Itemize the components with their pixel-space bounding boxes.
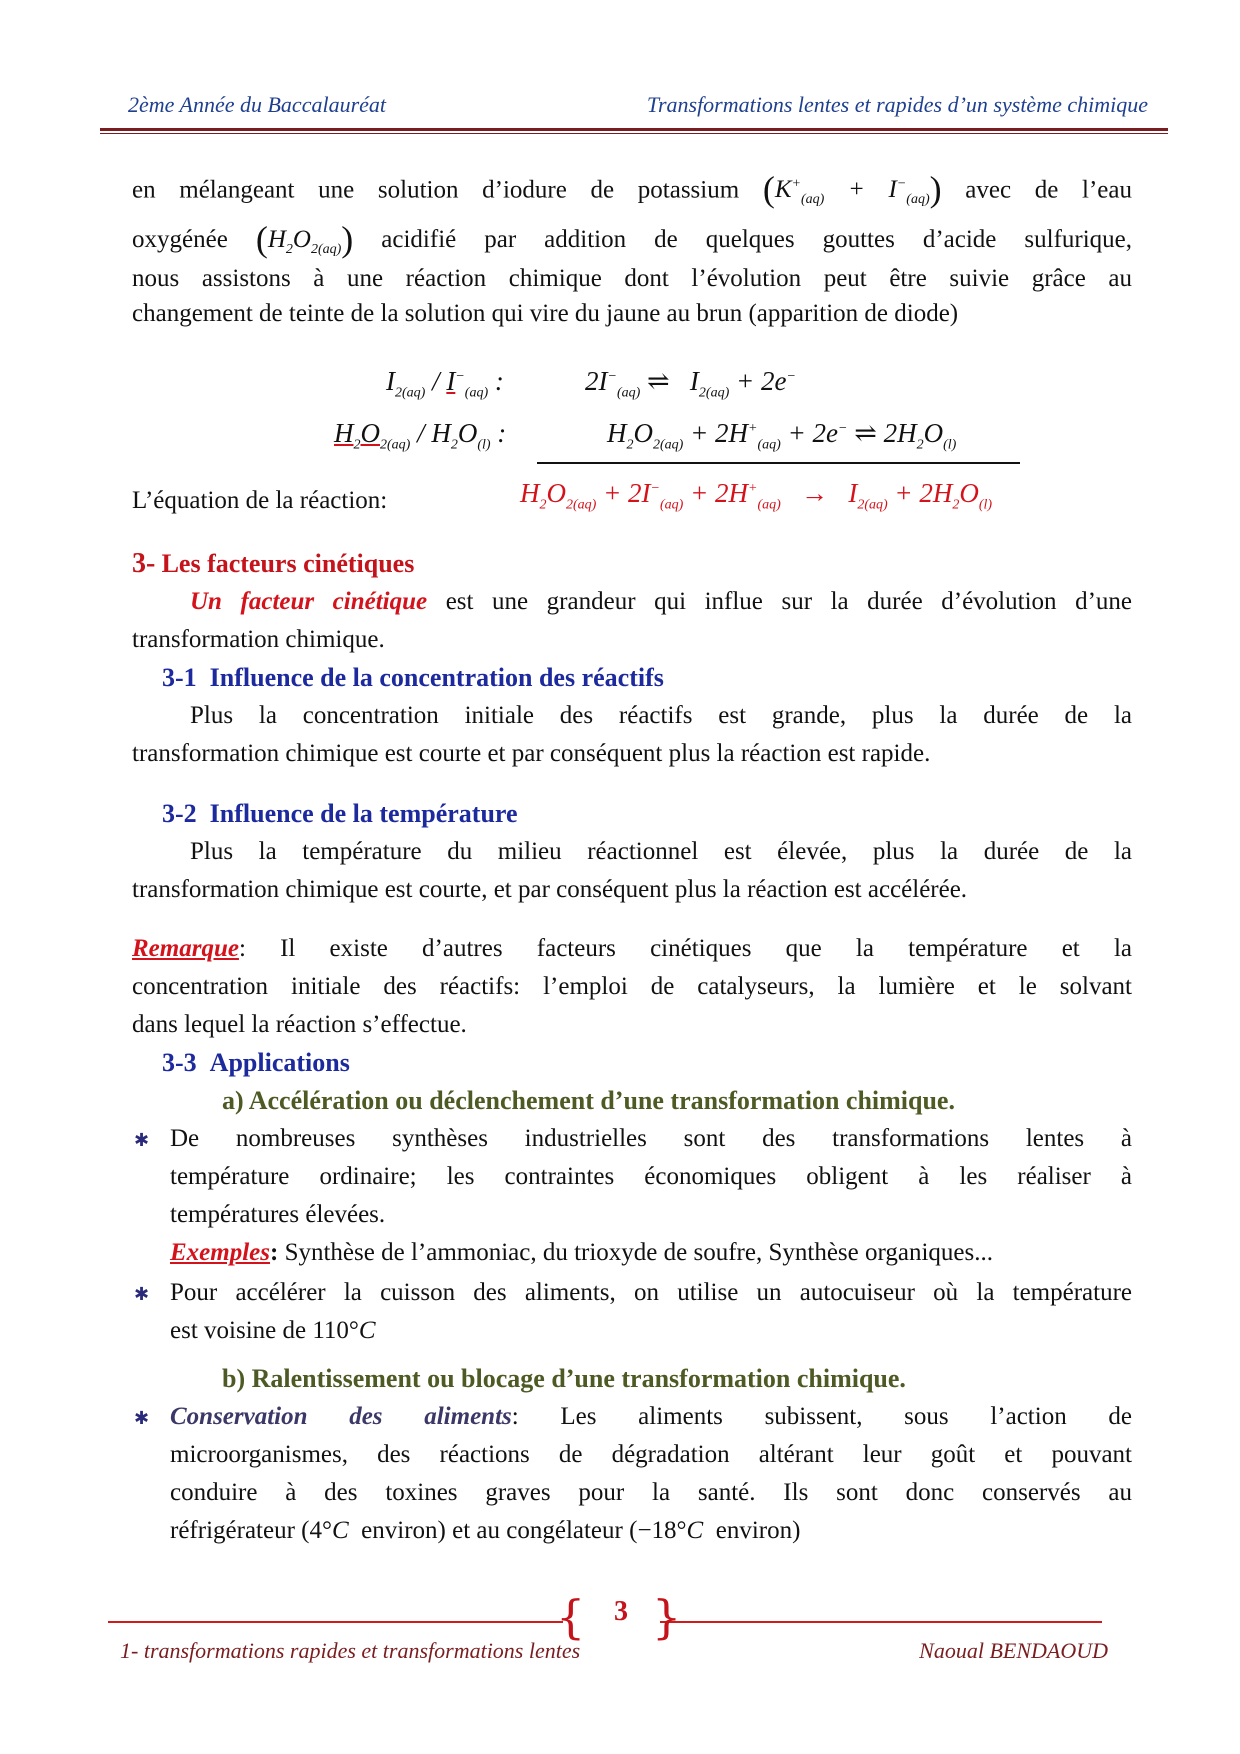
bullet1-line-1: De nombreuses synthèses industrielles sont des transformations lentes à — [170, 1125, 1132, 1152]
footer-rule-left — [108, 1621, 563, 1623]
footer-author: Naoual BENDAOUD — [919, 1638, 1108, 1663]
examples-label: Exemples — [170, 1239, 270, 1266]
page-number: 3 — [614, 1596, 628, 1627]
couple-peroxide: $H_2O_{2(aq)} / H_2O_{(l)}$ : — [334, 418, 507, 453]
half-equation-peroxide: $H_2O_{2(aq)} + 2H^+_{(aq)} + 2e^-$ ⇌ $2H_2O_{(l)}$ — [607, 418, 957, 453]
right-brace-icon: } — [652, 1590, 682, 1644]
section-3-1-heading: 3-1 Influence de la concentration des réactifs — [162, 663, 664, 692]
bullet3-line-4: réfrigérateur (4°C environ) et au congélateur (−18°C environ) — [170, 1517, 801, 1544]
bullet-asterisk-icon: ✱ — [134, 1130, 150, 1150]
header-course: 2ème Année du Baccalauréat — [128, 92, 387, 117]
equation-sum-rule — [537, 462, 1020, 464]
bullet1-line-3: températures élevées. — [170, 1201, 386, 1228]
header-chapter-title: Transformations lentes et rapides d’un système chimique — [646, 92, 1148, 117]
bullet3-line-1: Conservation des aliments: Les aliments subissent, sous l’action de — [170, 1403, 1132, 1430]
examples-line: Exemples: Synthèse de l’ammoniac, du trioxyde de soufre, Synthèse organiques... — [170, 1239, 993, 1266]
bullet1-line-2: température ordinaire; les contraintes économiques obligent à les réaliser à — [170, 1163, 1132, 1190]
overall-equation: $H_2O_{2(aq)} + 2I^-_{(aq)} + 2H^+_{(aq)}$ → $I_{2(aq)} + 2H_2O_{(l)}$ — [520, 478, 993, 513]
half-equation-iodine: $2I^-_{(aq)}$ ⇌ $I_{2(aq)} + 2e^-$ — [585, 366, 796, 401]
bullet-asterisk-icon: ✱ — [134, 1408, 150, 1428]
remark-line-2: concentration initiale des réactifs: l’emploi de catalyseurs, la lumière et le solvant — [132, 973, 1132, 1000]
s31-line-1: Plus la concentration initiale des réactifs est grande, plus la durée de la — [190, 702, 1132, 729]
formula-potassium-iodide: $(K^+_{(aq)} + I^-_{(aq)})$ — [762, 169, 942, 210]
couple-iodine: $I_{2(aq)} / I^-_{(aq)}$ : — [386, 366, 504, 401]
section-3-3-heading: 3-3 Applications — [162, 1048, 350, 1077]
remark-label: Remarque — [132, 935, 239, 962]
intro-line-4: changement de teinte de la solution qui vire du jaune au brun (apparition de diode) — [132, 300, 959, 327]
remark-line-1: Remarque: Il existe d’autres facteurs cinétiques que la température et la — [132, 935, 1132, 962]
intro-line-2: oxygénée $(H_2O_{2(aq)})$ acidifié par addition de quelques gouttes d’acide sulfurique, — [132, 219, 1133, 259]
s32-line-2: transformation chimique est courte, et par conséquent plus la réaction est accélérée. — [132, 876, 968, 903]
footer-chapter: 1- transformations rapides et transformations lentes — [120, 1638, 581, 1663]
remark-line-3: dans lequel la réaction s’effectue. — [132, 1011, 467, 1038]
equation-label: L’équation de la réaction: — [132, 487, 388, 514]
definition-line-1: Un facteur cinétique est une grandeur qui influe sur la durée d’évolution d’une — [190, 588, 1133, 615]
s31-line-2: transformation chimique est courte et par conséquent plus la réaction est rapide. — [132, 740, 931, 767]
section-3-2-heading: 3-2 Influence de la température — [162, 799, 518, 828]
intro-line-1: en mélangeant une solution d’iodure de potassium $(K^+_{(aq)} + I^-_{(aq)})$ avec de l’eau — [132, 169, 1132, 210]
subsection-b-heading: b) Ralentissement ou blocage d’une transformation chimique. — [222, 1364, 906, 1393]
footer-rule-right — [660, 1621, 1102, 1623]
bullet2-line-2: est voisine de 110°C — [170, 1317, 376, 1344]
subsection-a-heading: a) Accélération ou déclenchement d’une transformation chimique. — [222, 1086, 955, 1115]
bullet3-line-2: microorganismes, des réactions de dégradation altérant leur goût et pouvant — [170, 1441, 1132, 1468]
bullet-asterisk-icon: ✱ — [134, 1284, 150, 1304]
formula-hydrogen-peroxide: $(H_2O_{2(aq)})$ — [255, 219, 354, 259]
header-rule — [100, 128, 1168, 131]
header-rule-thin — [100, 133, 1168, 134]
bullet3-line-3: conduire à des toxines graves pour la santé. Ils sont donc conservés au — [170, 1479, 1132, 1506]
section-3-heading: 3- Les facteurs cinétiques — [132, 548, 415, 579]
bullet2-line-1: Pour accélérer la cuisson des aliments, on utilise un autocuiseur où la température — [170, 1279, 1132, 1306]
left-brace-icon: { — [556, 1590, 586, 1644]
intro-line-3: nous assistons à une réaction chimique dont l’évolution peut être suivie grâce au — [132, 265, 1132, 292]
definition-line-2: transformation chimique. — [132, 626, 385, 653]
s32-line-1: Plus la température du milieu réactionnel est élevée, plus la durée de la — [190, 838, 1132, 865]
